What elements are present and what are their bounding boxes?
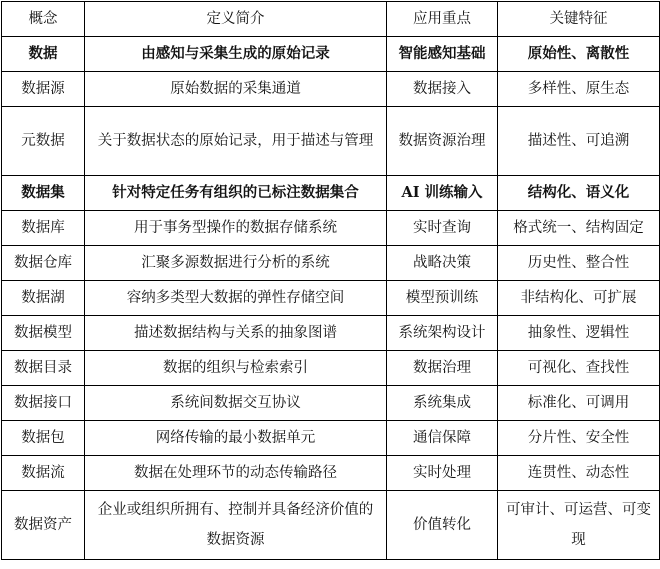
application-cell: 数据资源治理	[387, 107, 498, 176]
application-cell: AI 训练输入	[387, 176, 498, 211]
features-cell: 连贯性、动态性	[498, 456, 660, 491]
definition-cell: 关于数据状态的原始记录，用于描述与管理	[85, 107, 387, 176]
concept-cell: 数据仓库	[2, 246, 85, 281]
concept-cell: 数据流	[2, 456, 85, 491]
definition-cell: 数据的组织与检索索引	[85, 351, 387, 386]
application-cell: 模型预训练	[387, 281, 498, 316]
table-row	[2, 351, 660, 386]
table-row	[2, 386, 660, 421]
features-cell: 可审计、可运营、可变现	[498, 491, 660, 560]
application-cell: 实时处理	[387, 456, 498, 491]
definition-cell: 用于事务型操作的数据存储系统	[85, 211, 387, 246]
table-row	[2, 456, 660, 491]
table-row	[2, 281, 660, 316]
features-cell: 抽象性、逻辑性	[498, 316, 660, 351]
concept-cell: 数据	[2, 37, 85, 72]
application-cell: 智能感知基础	[387, 37, 498, 72]
table-row	[2, 491, 660, 560]
application-cell: 通信保障	[387, 421, 498, 456]
definition-cell: 系统间数据交互协议	[85, 386, 387, 421]
table-row	[2, 316, 660, 351]
features-cell: 可视化、查找性	[498, 351, 660, 386]
features-cell: 历史性、整合性	[498, 246, 660, 281]
application-cell: 数据治理	[387, 351, 498, 386]
features-cell: 非结构化、可扩展	[498, 281, 660, 316]
concept-cell: 数据接口	[2, 386, 85, 421]
concept-table	[1, 1, 660, 560]
table-row	[2, 107, 660, 176]
definition-cell: 网络传输的最小数据单元	[85, 421, 387, 456]
application-cell: 数据接入	[387, 72, 498, 107]
table-row	[2, 72, 660, 107]
definition-cell: 数据在处理环节的动态传输路径	[85, 456, 387, 491]
header-features: 关键特征	[498, 2, 660, 37]
application-cell: 价值转化	[387, 491, 498, 560]
table-row	[2, 421, 660, 456]
header-definition: 定义简介	[85, 2, 387, 37]
features-cell: 格式统一、结构固定	[498, 211, 660, 246]
definition-cell: 由感知与采集生成的原始记录	[85, 37, 387, 72]
definition-cell: 企业或组织所拥有、控制并具备经济价值的数据资源	[85, 491, 387, 560]
features-cell: 多样性、原生态	[498, 72, 660, 107]
features-cell: 描述性、可追溯	[498, 107, 660, 176]
application-cell: 战略决策	[387, 246, 498, 281]
features-cell: 结构化、语义化	[498, 176, 660, 211]
table-row	[2, 37, 660, 72]
concept-cell: 数据资产	[2, 491, 85, 560]
concept-cell: 数据湖	[2, 281, 85, 316]
concept-cell: 数据模型	[2, 316, 85, 351]
definition-cell: 汇聚多源数据进行分析的系统	[85, 246, 387, 281]
application-cell: 实时查询	[387, 211, 498, 246]
features-cell: 标准化、可调用	[498, 386, 660, 421]
header-concept: 概念	[2, 2, 85, 37]
concept-cell: 元数据	[2, 107, 85, 176]
application-cell: 系统集成	[387, 386, 498, 421]
definition-cell: 针对特定任务有组织的已标注数据集合	[85, 176, 387, 211]
table-row	[2, 211, 660, 246]
concept-cell: 数据源	[2, 72, 85, 107]
features-cell: 分片性、安全性	[498, 421, 660, 456]
concept-cell: 数据库	[2, 211, 85, 246]
definition-cell: 描述数据结构与关系的抽象图谱	[85, 316, 387, 351]
table-row	[2, 176, 660, 211]
header-application: 应用重点	[387, 2, 498, 37]
table-header-row	[2, 2, 660, 37]
concept-cell: 数据包	[2, 421, 85, 456]
definition-cell: 容纳多类型大数据的弹性存储空间	[85, 281, 387, 316]
concept-cell: 数据集	[2, 176, 85, 211]
application-cell: 系统架构设计	[387, 316, 498, 351]
table-row	[2, 246, 660, 281]
concept-cell: 数据目录	[2, 351, 85, 386]
features-cell: 原始性、离散性	[498, 37, 660, 72]
definition-cell: 原始数据的采集通道	[85, 72, 387, 107]
